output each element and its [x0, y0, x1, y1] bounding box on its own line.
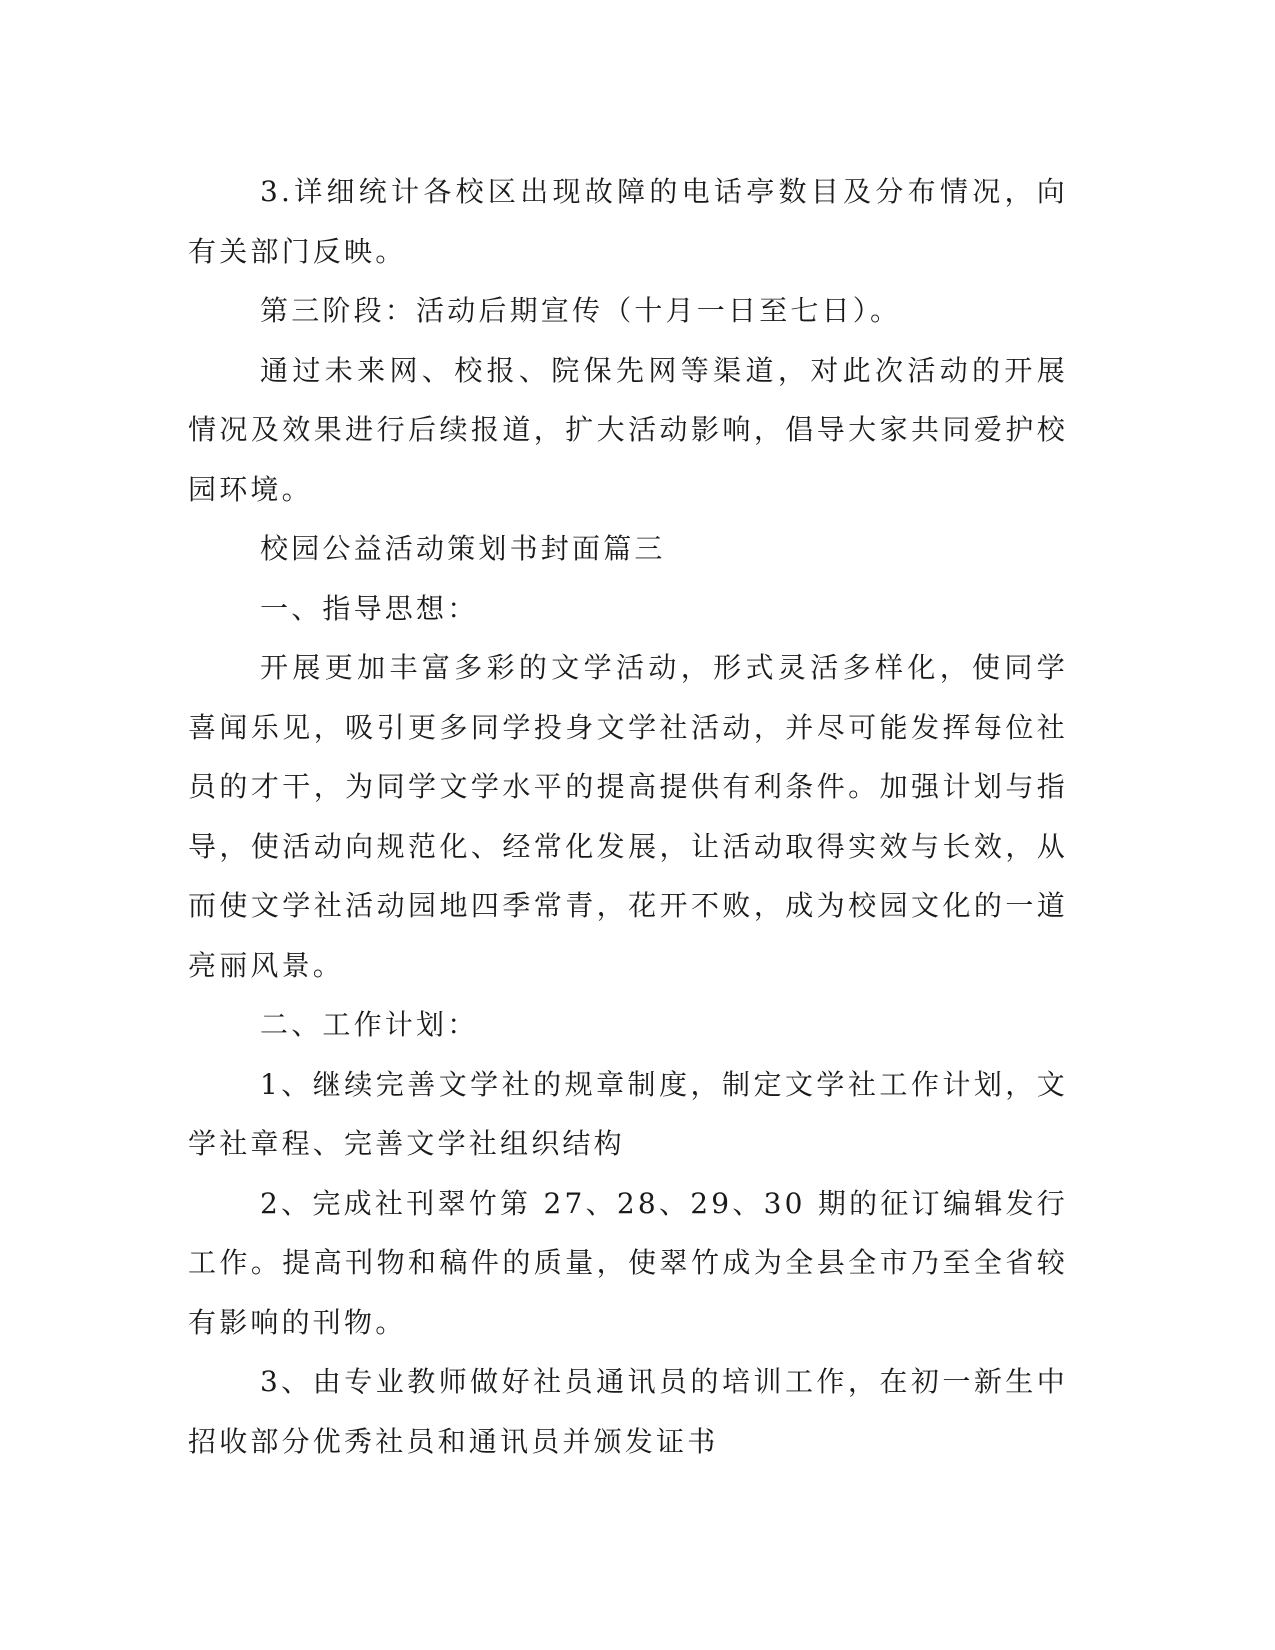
paragraph-faults-report: 3.详细统计各校区出现故障的电话亭数目及分布情况，向有关部门反映。 — [188, 175, 1068, 268]
paragraph-stage-three: 第三阶段：活动后期宣传（十月一日至七日）。 — [260, 294, 902, 327]
paragraph-plan-item-1: 1、继续完善文学社的规章制度，制定文学社工作计划，文学社章程、完善文学社组织结构 — [188, 1067, 1068, 1160]
heading-guiding-idea: 一、指导思想： — [260, 591, 479, 625]
heading-work-plan: 二、工作计划： — [260, 1008, 479, 1041]
paragraph-followup-report: 通过未来网、校报、院保先网等渠道，对此次活动的开展情况及效果进行后续报道，扩大活动影响，倡导大家共同爱护校园环境。 — [188, 353, 1068, 506]
section-heading: 校园公益活动策划书封面篇三 — [260, 532, 666, 565]
paragraph-guiding-idea: 开展更加丰富多彩的文学活动，形式灵活多样化，使同学喜闻乐见，吸引更多同学投身文学社活动，并尽可能发挥每位社员的才干，为同学文学水平的提高提供有利条件。加强计划与指导，使活动向规范化、经常化发展，让活动取得实效与长效，从而使文学社活动园地四季常青，花开不败，成为校园文化的一道亮丽风景。 — [188, 651, 1068, 982]
paragraph-plan-item-2: 2、完成社刊翠竹第 27、28、29、30 期的征订编辑发行工作。提高刊物和稿件的质量，使翠竹成为全县全市乃至全省较有影响的刊物。 — [188, 1186, 1068, 1339]
paragraph-plan-item-3: 3、由专业教师做好社员通讯员的培训工作，在初一新生中招收部分优秀社员和通讯员并颁发证书 — [188, 1365, 1068, 1458]
document-body — [188, 162, 1068, 1471]
